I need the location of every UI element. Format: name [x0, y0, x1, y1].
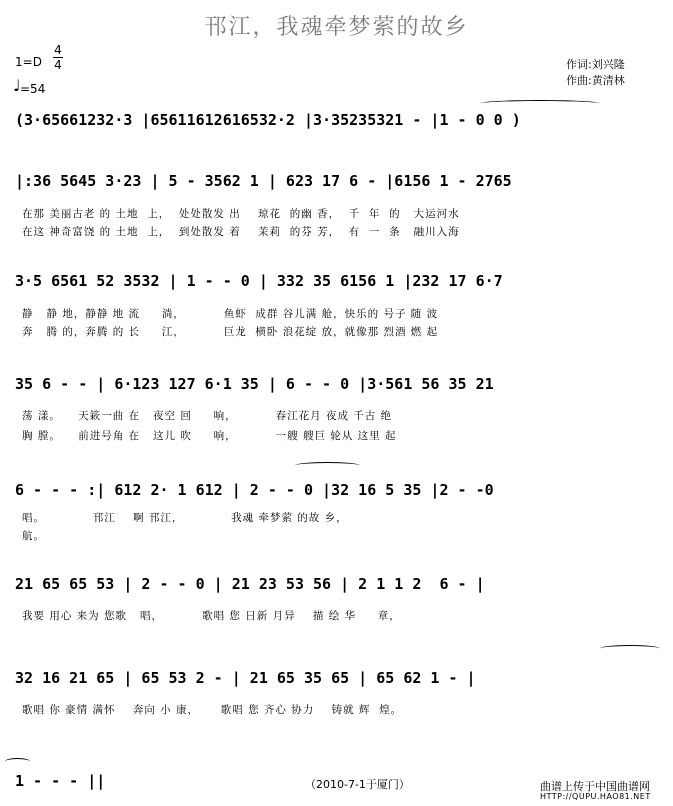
staff-1	[15, 172, 660, 198]
lyrics-verse-2: 航。	[22, 530, 45, 542]
quarter-note-icon: ♩	[13, 76, 21, 95]
site-url: HTTP://QUPU.HAO81.NET	[540, 792, 651, 801]
staff-notes: (3·65661232·3 |65611612616532·2 |3·35235321 - |1 - 0 0 )	[15, 111, 521, 129]
time-signature-top: 4	[54, 43, 62, 57]
lyrics-verse-1: 静 静 地，静静 地 流 淌， 鱼虾 成群 谷儿满 舱，快乐的 号子 随 波	[22, 308, 439, 320]
lyrics-verse-1: 荡 漾。 天簌一曲 在 夜空 回 响， 春江花月 夜成 千古 绝	[22, 410, 393, 422]
tempo-marking: =54	[20, 82, 46, 96]
staff-notes: 35 6 - - | 6·123 127 6·1 35 | 6 - - 0 |3·561 56 35 21	[15, 375, 494, 393]
staff-6	[15, 669, 660, 695]
composition-date: （2010-7-1于厦门）	[305, 778, 410, 791]
staff-notes: 6 - - - :| 612 2· 1 612 | 2 - - 0 |32 16 5 35 |2 - -0	[15, 481, 494, 499]
lyrics-verse-2: 奔 腾 的，奔腾 的 长 江， 巨龙 横卧 浪花绽 放，就像那 烈酒 燃 起	[22, 326, 439, 338]
staff-notes: |:36 5645 3·23 | 5 - 3562 1 | 623 17 6 - |6156 1 - 2765	[15, 172, 512, 190]
lyrics-verse-1: 歌唱 你 豪情 满怀 奔向 小 康， 歌唱 您 齐心 协力 铸就 辉 煌。	[22, 704, 403, 716]
lyrics-verse-1: 我要 用心 来为 您歌 唱， 歌唱 您 日新 月异 描 绘 华 章，	[22, 610, 401, 622]
lyricist-credit: 作词:刘兴隆	[566, 58, 625, 71]
staff-5	[15, 575, 660, 601]
lyrics-verse-1: 唱。 邗江 啊 邗江， 我魂 牵梦萦 的故 乡，	[22, 512, 348, 524]
staff-intro	[15, 111, 660, 137]
staff-notes: 21 65 65 53 | 2 - - 0 | 21 23 53 56 | 2 1 1 2 6 - |	[15, 575, 485, 593]
lyrics-verse-2: 胸 膛。 前进号角 在 这儿 吹 响， 一艘 艘巨 轮从 这里 起	[22, 430, 397, 442]
staff-2	[15, 272, 660, 298]
slur-mark	[600, 645, 660, 652]
time-signature-bottom: 4	[54, 58, 62, 72]
slur-mark	[480, 100, 600, 107]
staff-3	[15, 375, 660, 401]
composer-credit: 作曲:黄清林	[566, 74, 625, 87]
key-signature: 1=D	[15, 55, 42, 69]
upload-notice: 曲谱上传于中国曲谱网	[540, 780, 650, 793]
staff-notes: 1 - - - ||	[15, 772, 106, 790]
slur-mark	[5, 758, 30, 765]
staff-4	[15, 481, 660, 507]
staff-ending	[15, 772, 135, 798]
song-title: 邗江，我魂牵梦萦的故乡	[204, 15, 469, 40]
slur-mark	[295, 462, 360, 469]
staff-notes: 32 16 21 65 | 65 53 2 - | 21 65 35 65 | 65 62 1 - |	[15, 669, 476, 687]
lyrics-verse-2: 在这 神奇富饶 的 土地 上， 到处散发 着 茉莉 的芬 芳， 有 一 条 融川入海	[22, 226, 460, 238]
time-signature	[53, 43, 63, 72]
staff-notes: 3·5 6561 52 3532 | 1 - - 0 | 332 35 6156 1 |232 17 6·7	[15, 272, 503, 290]
lyrics-verse-1: 在那 美丽古老 的 土地 上， 处处散发 出 琼花 的幽 香， 千 年 的 大运河水	[22, 208, 460, 220]
